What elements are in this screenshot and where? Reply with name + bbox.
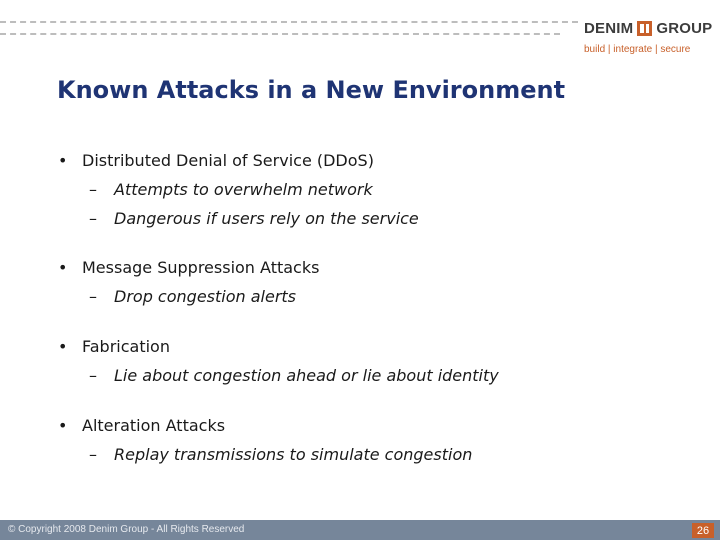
sub-bullet-text: Attempts to overwhelm network [114,180,373,199]
bullet-item [58,257,698,279]
bullet-item [58,336,698,358]
bullet-icon: • [58,258,68,277]
page-number-badge: 26 [692,523,714,538]
decorative-dashed-line [0,21,578,23]
logo-tagline: build | integrate | secure [584,44,691,55]
bullet-item [58,415,698,437]
logo-mark-icon [637,21,652,36]
sub-bullet-text: Lie about congestion ahead or lie about identity [114,366,499,385]
bullet-text: Alteration Attacks [82,416,226,435]
bullet-icon: • [58,337,68,356]
sub-bullet-text: Replay transmissions to simulate congestion [114,445,473,464]
sub-bullet-item [58,286,698,308]
sub-bullet-text: Drop congestion alerts [114,287,297,306]
slide-title: Known Attacks in a New Environment [57,76,566,104]
bullet-group [58,257,698,308]
bullet-text: Fabrication [82,337,170,356]
dash-icon: – [89,287,97,306]
dash-icon: – [89,209,97,228]
logo-word-right: GROUP [656,19,713,37]
bullet-text: Message Suppression Attacks [82,258,320,277]
logo-word-left: DENIM [584,19,634,37]
bullet-group [58,336,698,387]
bullet-icon: • [58,151,68,170]
bullet-group [58,150,698,230]
bullet-item [58,150,698,172]
bullet-text: Distributed Denial of Service (DDoS) [82,151,374,170]
dash-icon: – [89,180,97,199]
dash-icon: – [89,445,97,464]
bullet-group [58,415,698,466]
bullet-icon: • [58,416,68,435]
footer-bar [0,520,720,540]
sub-bullet-item [58,179,698,201]
sub-bullet-item [58,365,698,387]
dash-icon: – [89,366,97,385]
copyright-text: © Copyright 2008 Denim Group - All Rights Reserved [8,524,245,535]
sub-bullet-item [58,444,698,466]
sub-bullet-text: Dangerous if users rely on the service [114,209,419,228]
denim-group-logo [584,18,714,58]
sub-bullet-item [58,208,698,230]
decorative-dashed-line [0,33,560,35]
slide-body [58,150,698,494]
